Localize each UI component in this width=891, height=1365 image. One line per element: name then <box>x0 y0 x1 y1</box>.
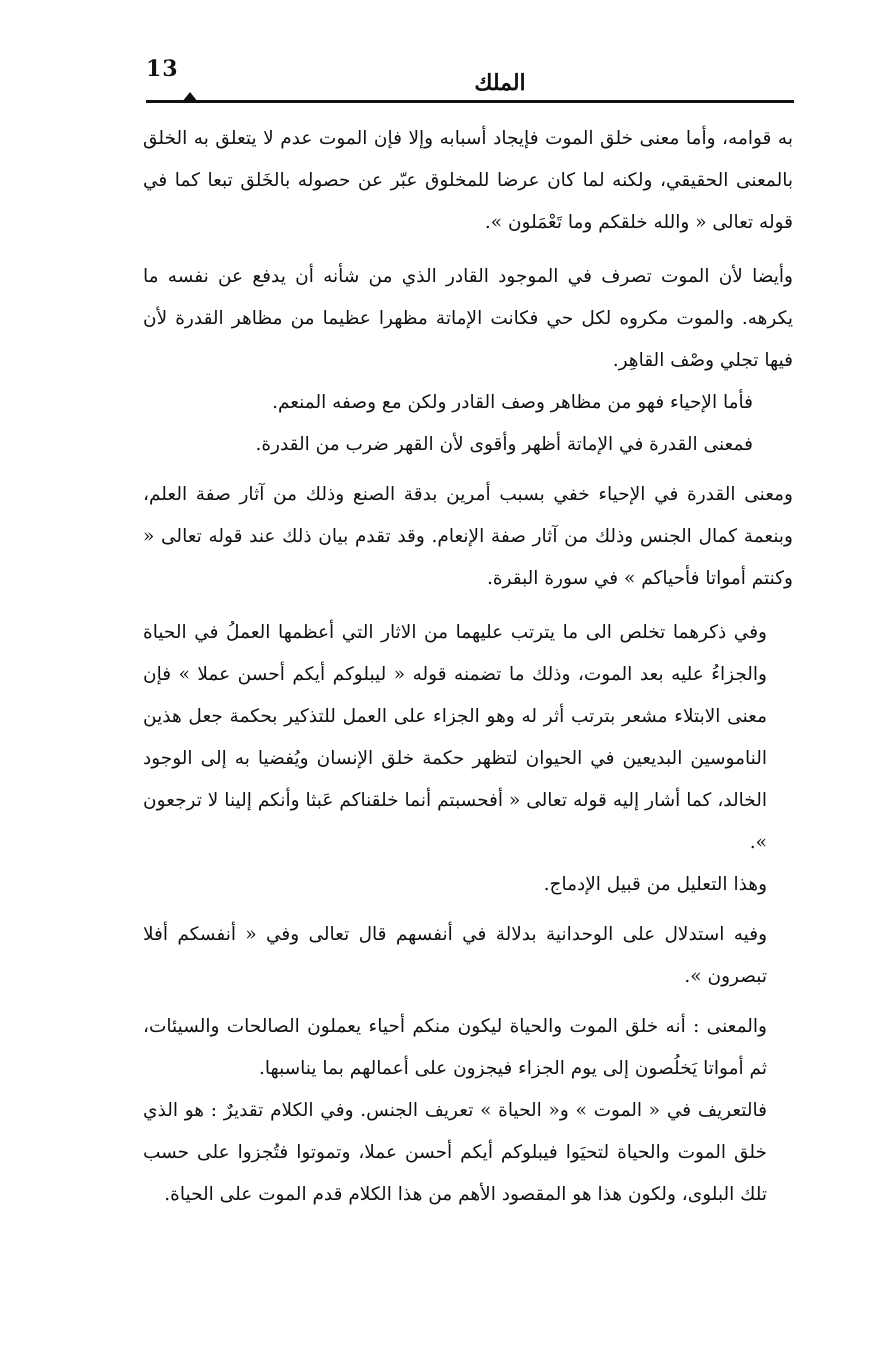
paragraph-6: وفي ذكرهما تخلص الى ما يترتب عليهما من الاثار التي أعظمها العملُ في الحياة والجزاءُ عليه بعد الموت، وذلك ما تضمنه قوله « ليبلوكم أيكم أحسن عملا » فإن معنى الابتلاء مشعر بترتب أثر له وهو الجزاء على العمل للتذكير بحكمة جعل هذين الناموسين البديعين في الحيوان لتظهر حكمة خلق الإنسان ويُفضيا به إلى الوجود الخالد، كما أشار إليه قوله تعالى « أفحسبتم أنما خلقناكم عَبثا وأنكم إلينا لا ترجعون ». <box>143 622 767 853</box>
paragraph-1: به قوامه، وأما معنى خلق الموت فإيجاد أسبابه وإلا فإن الموت عدم لا يتعلق به الخلق بالمعنى الحقيقي، ولكنه لما كان عرضا للمخلوق عبّر عن حصوله بالخَلق تبعا كما في قوله تعالى « والله خلقكم وما تَعْمَلون ». <box>143 128 793 233</box>
text-body <box>143 118 793 1216</box>
running-title: الملك <box>474 70 526 96</box>
paragraph-8: وفيه استدلال على الوحدانية بدلالة في أنفسهم قال تعالى وفي « أنفسكم أفلا تبصرون ». <box>143 924 767 987</box>
paragraph-3: فأما الإحياء فهو من مظاهر وصف القادر ولكن مع وصفه المنعم. <box>272 392 753 413</box>
paragraph-9: والمعنى : أنه خلق الموت والحياة ليكون منكم أحياء يعملون الصالحات والسيئات، ثم أمواتا يَخلُصون إلى يوم الجزاء فيجزون على أعمالهم بما يناسبها. <box>143 1016 767 1079</box>
paragraph-2: وأيضا لأن الموت تصرف في الموجود القادر الذي من شأنه أن يدفع عن نفسه ما يكرهه. والموت مكروه لكل حي فكانت الإماتة مظهرا عظيما من مظاهر القدرة لأن فيها تجلي وصْف القاهِر. <box>143 266 793 371</box>
page-number: 13 <box>146 56 179 82</box>
paragraph-4: فمعنى القدرة في الإماتة أظهر وأقوى لأن القهر ضرب من القدرة. <box>255 434 753 455</box>
paragraph-7: وهذا التعليل من قبيل الإدماج. <box>543 874 767 895</box>
paragraph-5: ومعنى القدرة في الإحياء خفي بسبب أمرين بدقة الصنع وذلك من آثار صفة العلم، وبنعمة كمال الجنس وذلك من آثار صفة الإنعام. وقد تقدم بيان ذلك عند قوله تعالى « وكنتم أمواتا فأحياكم » في سورة البقرة. <box>143 484 793 589</box>
paragraph-10: فالتعريف في « الموت » و« الحياة » تعريف الجنس. وفي الكلام تقديرٌ : هو الذي خلق الموت والحياة لتحيَوا فيبلوكم أيكم أحسن عملا، وتموتوا فتُجزوا على حسب تلك البلوى، ولكون هذا هو المقصود الأهم من هذا الكلام قدم الموت على الحياة. <box>143 1100 767 1205</box>
header-rule <box>146 100 794 103</box>
